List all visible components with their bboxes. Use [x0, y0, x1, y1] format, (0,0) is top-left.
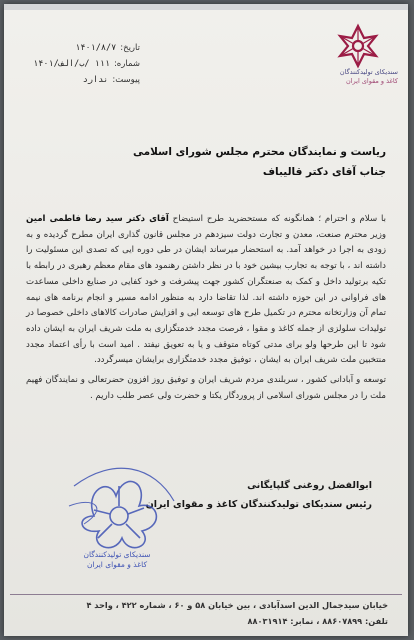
letter-page — [4, 4, 408, 636]
date-value: ۱۴۰۱/۸/۷ — [75, 43, 117, 53]
date-label: تاریخ: — [120, 43, 140, 53]
stamp-caption — [62, 550, 172, 570]
syndicate-logo-icon — [284, 20, 394, 100]
paragraph-2: توسعه و آبادانی کشور ، سربلندی مردم شریف ایران و توفیق روز افزون حضرتعالی و نمایندگان فهیم ملت را در مجلس شورای اسلامی از پروردگار یکتا و حضرت ولی عصر طلب داریم . — [26, 375, 386, 401]
recipient-line2: جناب آقای دکتر قالیباف — [262, 166, 386, 178]
attachment-label: پیوست: — [112, 75, 140, 85]
letterhead-line1: سندیکای تولیدکنندگان — [339, 68, 398, 76]
top-edge — [4, 4, 408, 10]
letter-meta — [10, 40, 140, 88]
letterhead-line2: کاغذ و مقوای ایران — [345, 77, 398, 85]
minister-name: آقای دکتر سید رضا فاطمی امین — [26, 214, 169, 224]
number-label: شماره: — [113, 59, 140, 69]
number-row — [10, 56, 140, 72]
letter-body — [26, 212, 386, 404]
footer-phones: تلفن: ۸۸۶۰۷۸۹۹ ، نمابر: ۸۸۰۳۱۹۱۴ — [247, 616, 388, 626]
signature-name: ابوالفضل روغنی گلپایگانی — [247, 480, 372, 491]
attachment-value: ندارد — [82, 75, 109, 85]
letterhead-org-name — [308, 68, 398, 86]
footer-address: خیابان سیدجمال الدین اسدآبادی ، بین خیابان ۵۸ و ۶۰ ، شماره ۴۲۲ ، واحد ۴ — [86, 600, 388, 610]
p1-intro: با سلام و احترام ؛ همانگونه که مستحضرید طرح استیضاح — [172, 214, 386, 224]
number-value: ۱۱۱ /ب/الف/۱۴۰۱ — [33, 59, 110, 69]
stamp-icon — [54, 446, 184, 566]
stamp-line1: سندیکای تولیدکنندگان — [83, 550, 151, 559]
signature-title: رئیس سندیکای تولیدکنندگان کاغذ و مقوای ایران — [145, 499, 372, 510]
attachment-row — [10, 72, 140, 88]
recipient-line1: ریاست و نمایندگان محترم مجلس شورای اسلامی — [132, 146, 386, 158]
stamp-line2: کاغذ و مقوای ایران — [86, 560, 148, 569]
footer-divider — [10, 594, 402, 595]
p1-rest: وزیر محترم صنعت، معدن و تجارت دولت سیزدهم در مجلس قانون گذاری ایران مطرح گردیده و به زودی به اجرا در خواهد آمد. به استحضار میرساند ایشان در طی دوره ایی که تصدی این مسئولیت را داشته اند ، با توجه به تجارب بیشین خود با در نظر داشتن رهنمود های مقام معظم رهبری در رابطه با تکیه برتولید داخل و کمک به صنعتگران کشور جهت پیشرفت و خود کفایی در صنایع داخلی مساعدت های فراوانی در این حوزه داشته اند. لذا تقاضا دارد به منظور ادامه مسیر و انجام برنامه های نیمه تمام آن وزارتخانه محترم در تکمیل طرح های توسعه ایی و افزایش صادرات کالاهای داخلی خصوصا در تولیدات سلولزی از جمله کاغذ و مقوا ، فرصت مجدد خدمتگزاری به ملت شریف ایران به ایشان داده شود تا این طرحها ولو برای مدتی کوتاه متوقف و یا به تعویق نیفتد . امید است با رأی اعتماد مجدد منتخبین ملت شریف ایران به ایشان ، توفیق مجدد خدمتگزاری برایشان میسرگردد. — [26, 229, 386, 366]
paragraph-1 — [26, 212, 386, 369]
date-row — [10, 40, 140, 56]
